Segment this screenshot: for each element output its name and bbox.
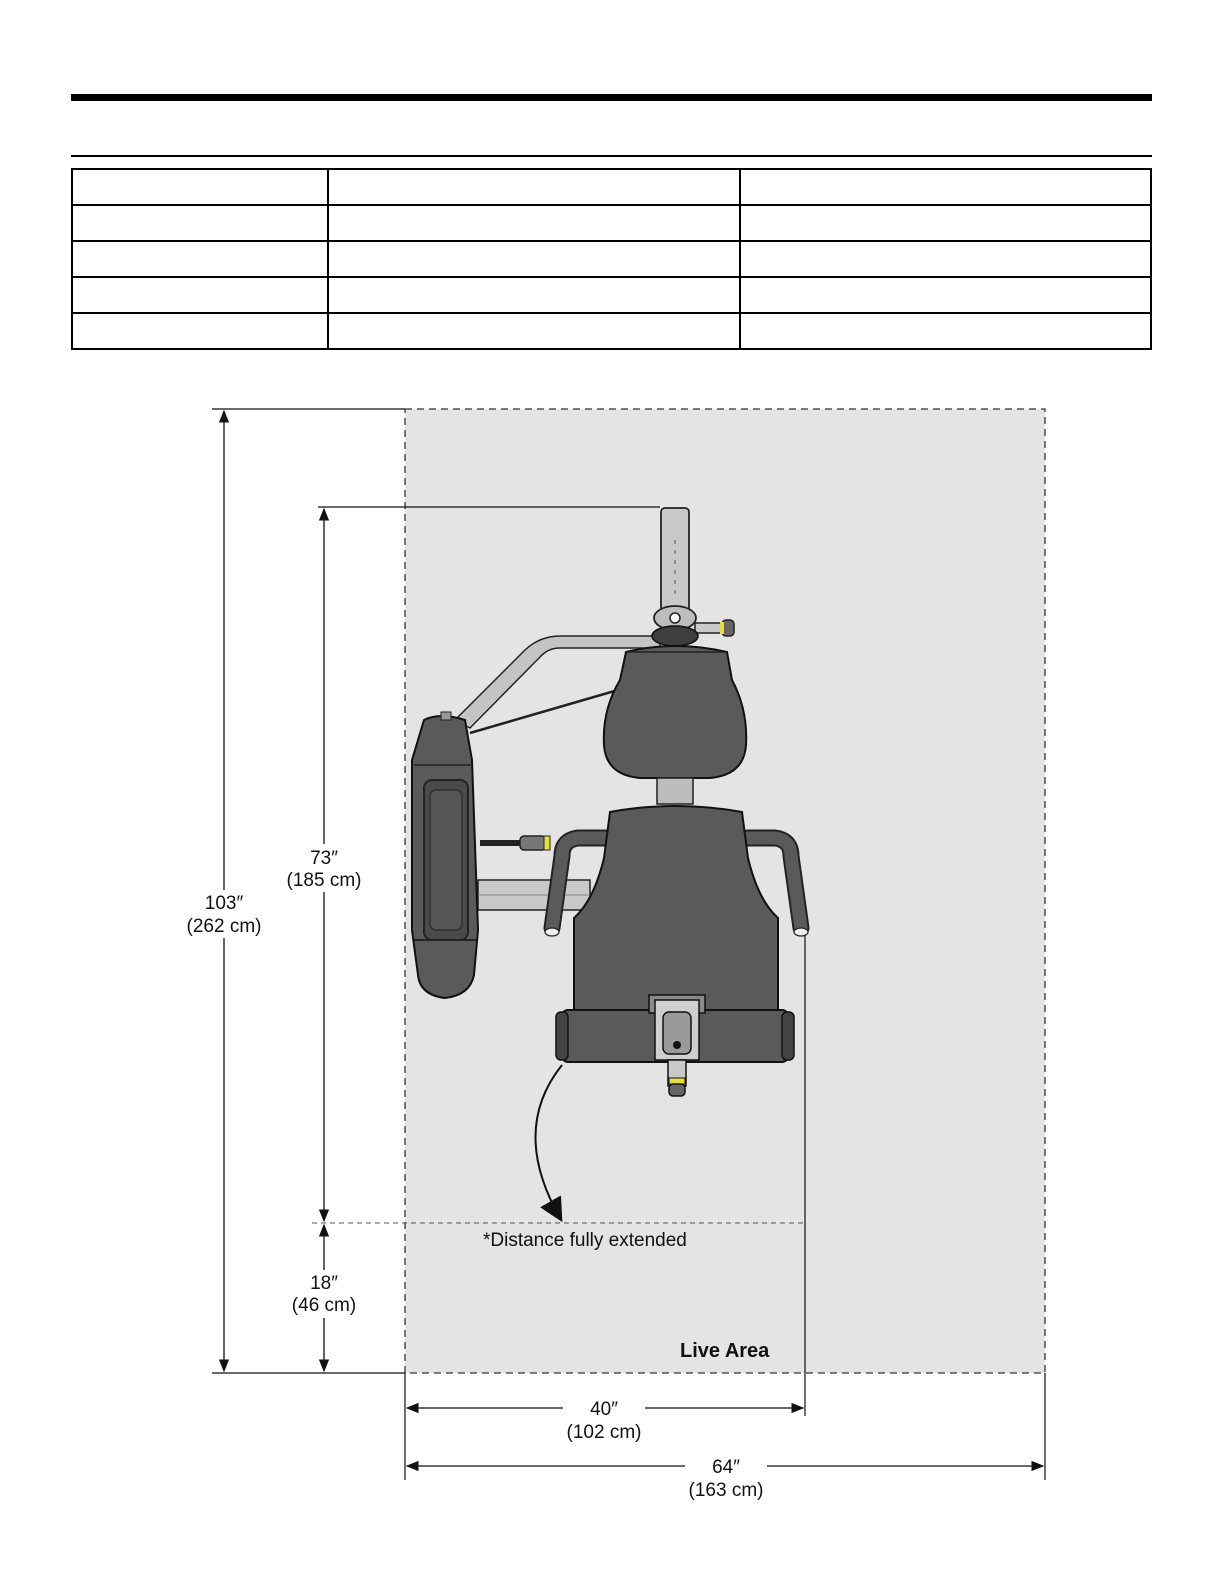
yellow-band bbox=[669, 1078, 685, 1084]
yellow-band bbox=[720, 622, 724, 634]
seat-rail bbox=[657, 778, 693, 804]
extension-note: *Distance fully extended bbox=[483, 1230, 687, 1251]
live-area-label: Live Area bbox=[680, 1340, 770, 1362]
handle-cap bbox=[545, 928, 559, 936]
machine-length-cm: (185 cm) bbox=[286, 870, 362, 891]
base-wheel bbox=[782, 1012, 794, 1060]
machine-width-in: 40″ bbox=[590, 1399, 618, 1420]
handle-cap bbox=[794, 928, 808, 936]
console-handle-rod bbox=[480, 840, 520, 846]
console-knob bbox=[441, 712, 451, 720]
total-length-in: 103″ bbox=[204, 893, 244, 914]
base-wheel bbox=[556, 1012, 568, 1060]
total-length-cm: (262 cm) bbox=[186, 916, 262, 937]
pedal-stem-grip bbox=[669, 1084, 685, 1096]
total-width-cm: (163 cm) bbox=[688, 1480, 764, 1501]
extension-cm: (46 cm) bbox=[291, 1295, 357, 1316]
extension-in: 18″ bbox=[310, 1273, 338, 1294]
machine-length-in: 73″ bbox=[310, 848, 338, 869]
seat-back bbox=[604, 646, 746, 778]
pedal-bolt bbox=[673, 1041, 681, 1049]
seat-pivot bbox=[652, 626, 698, 646]
machine-width-cm: (102 cm) bbox=[566, 1422, 642, 1443]
console-handle-grip bbox=[520, 836, 546, 850]
console-screen-inner bbox=[430, 790, 462, 930]
yellow-band bbox=[544, 836, 550, 850]
total-width-in: 64″ bbox=[712, 1457, 740, 1478]
collar-knob bbox=[670, 613, 680, 623]
